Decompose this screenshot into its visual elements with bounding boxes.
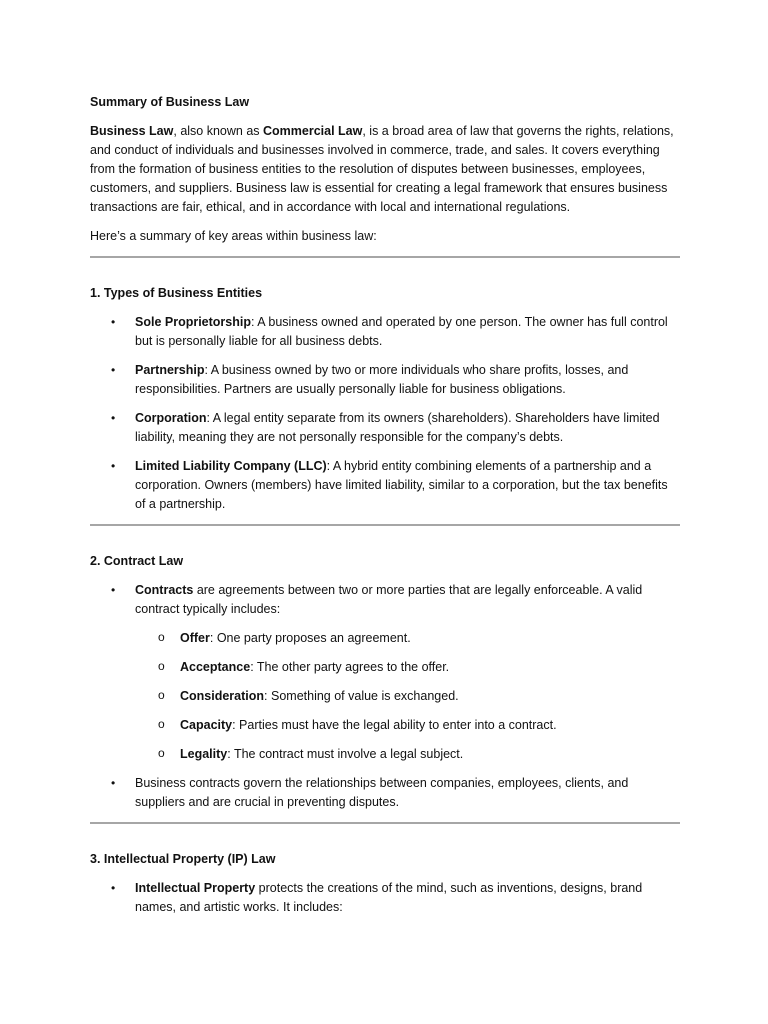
list-item xyxy=(90,409,680,447)
lead-paragraph: Here’s a summary of key areas within business law: xyxy=(90,229,377,243)
subitem-text: : One party proposes an agreement. xyxy=(209,631,411,645)
sub-list-item xyxy=(135,716,680,735)
subitem-text: : The contract must involve a legal subject. xyxy=(227,747,464,761)
circle-bullet-icon: o xyxy=(158,630,165,644)
item-term: Sole Proprietorship xyxy=(135,315,251,329)
subitem-text: : Parties must have the legal ability to enter into a contract. xyxy=(232,718,557,732)
subitem-term: Legality xyxy=(180,747,228,761)
intro-text-2: , is a broad area of law that governs the rights, relations, and conduct of individuals and businesses involved in commerce, trade, and sales. It covers everything from the formation of business entities to the resolution of disputes between businesses, employees, customers, and suppliers. Business law is essential for creating a legal framework that ensures business transactions are fair, ethical, and in accordance with local and international regulations. xyxy=(90,124,674,214)
bullet-icon: • xyxy=(111,583,116,597)
circle-bullet-icon: o xyxy=(158,746,165,760)
list-item xyxy=(90,361,680,399)
sub-list-item xyxy=(135,658,680,677)
item-term: Partnership xyxy=(135,363,205,377)
intellectual-property-list xyxy=(90,879,680,917)
bullet-icon: • xyxy=(111,459,116,473)
list-item xyxy=(90,581,680,764)
horizontal-rule xyxy=(90,256,680,258)
intro-text-1: , also known as xyxy=(173,124,264,138)
circle-bullet-icon: o xyxy=(158,688,165,702)
bullet-icon: • xyxy=(111,411,116,425)
contract-elements-list xyxy=(135,629,680,764)
subitem-text: : Something of value is exchanged. xyxy=(264,689,459,703)
sub-list-item xyxy=(135,745,680,764)
intro-term-commercial-law: Commercial Law xyxy=(263,124,363,138)
document-body xyxy=(90,93,680,927)
list-item xyxy=(90,313,680,351)
item-term: Limited Liability Company (LLC) xyxy=(135,459,327,473)
item-term: Intellectual Property xyxy=(135,881,256,895)
section-heading-intellectual-property: 3. Intellectual Property (IP) Law xyxy=(90,852,276,866)
subitem-term: Acceptance xyxy=(180,660,251,674)
item-text: Business contracts govern the relationships between companies, employees, clients, and suppliers and are crucial in preventing disputes. xyxy=(135,776,629,809)
section-heading-business-entities: 1. Types of Business Entities xyxy=(90,286,263,300)
document-title: Summary of Business Law xyxy=(90,95,250,109)
item-text: : A business owned by two or more individuals who share profits, losses, and responsibilities. Partners are usually personally liable for business obligations. xyxy=(135,363,629,396)
intro-paragraph xyxy=(90,122,680,217)
item-text: protects the creations of the mind, such as inventions, designs, brand names, and artistic works. It includes: xyxy=(135,881,643,914)
subitem-text: : The other party agrees to the offer. xyxy=(250,660,450,674)
subitem-term: Offer xyxy=(180,631,210,645)
bullet-icon: • xyxy=(111,363,116,377)
item-term: Corporation xyxy=(135,411,207,425)
item-text: : A hybrid entity combining elements of a partnership and a corporation. Owners (members) have limited liability, similar to a corporation, but the tax benefits of a partnership. xyxy=(135,459,668,511)
bullet-icon: • xyxy=(111,881,116,895)
circle-bullet-icon: o xyxy=(158,717,165,731)
circle-bullet-icon: o xyxy=(158,659,165,673)
horizontal-rule xyxy=(90,822,680,824)
contract-law-list xyxy=(90,581,680,812)
section-heading-contract-law: 2. Contract Law xyxy=(90,554,184,568)
item-text: : A legal entity separate from its owners (shareholders). Shareholders have limited liability, meaning they are not personally responsible for the company’s debts. xyxy=(135,411,660,444)
horizontal-rule xyxy=(90,524,680,526)
intro-term-business-law: Business Law xyxy=(90,124,174,138)
business-entities-list xyxy=(90,313,680,514)
sub-list-item xyxy=(135,687,680,706)
bullet-icon: • xyxy=(111,776,116,790)
subitem-term: Capacity xyxy=(180,718,233,732)
bullet-icon: • xyxy=(111,315,116,329)
list-item xyxy=(90,879,680,917)
list-item xyxy=(90,774,680,812)
item-term: Contracts xyxy=(135,583,194,597)
sub-list-item xyxy=(135,629,680,648)
subitem-term: Consideration xyxy=(180,689,265,703)
item-text: are agreements between two or more parties that are legally enforceable. A valid contract typically includes: xyxy=(135,583,643,616)
list-item xyxy=(90,457,680,514)
item-text: : A business owned and operated by one person. The owner has full control but is personally liable for all business debts. xyxy=(135,315,668,348)
